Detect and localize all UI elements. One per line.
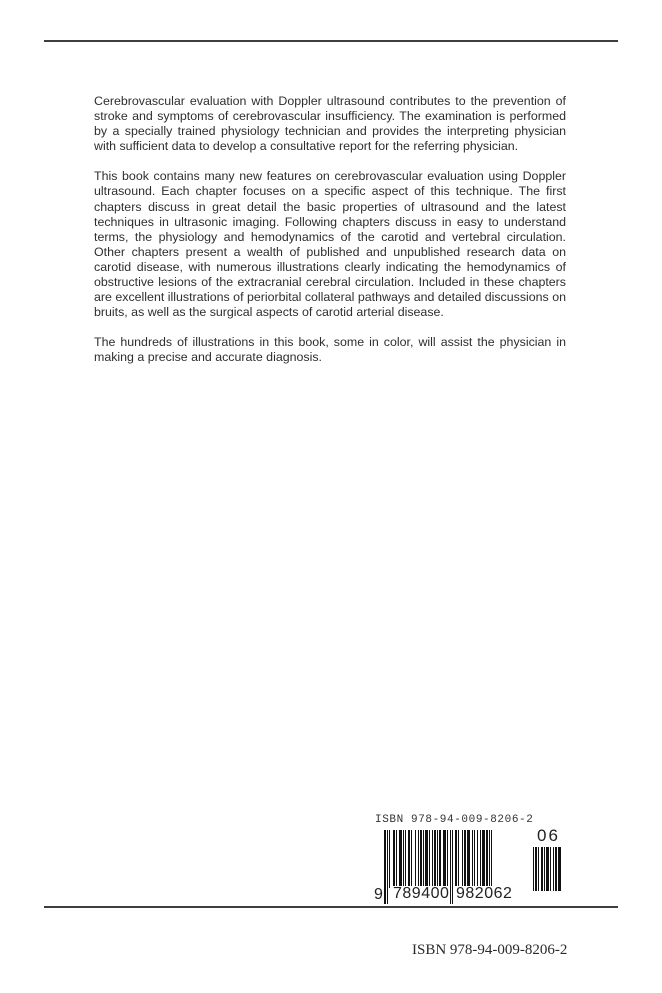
blurb-paragraph-1: Cerebrovascular evaluation with Doppler ultrasound contributes to the prevention of stroke and symptoms of cerebrovascular insufficiency. The examination is performed by a specially trained physiology technician and provides the interpreting physician with sufficient data to develop a consultative report for the referring physician. xyxy=(94,94,566,154)
barcode-left-digits: 789400 xyxy=(393,885,450,902)
barcode-right-digits: 982062 xyxy=(456,885,513,902)
blurb-paragraph-2: This book contains many new features on cerebrovascular evaluation using Doppler ultrasound. Each chapter focuses on a specific aspect of this technique. The first chapters discuss in great detail the basic properties of ultrasound and the latest techniques in ultrasonic imaging. Following chapters discuss in easy to understand terms, the physiology and hemodynamics of the carotid and vertebral circulation. Other chapters present a wealth of published and unpublished research data on carotid disease, with numerous illustrations clearly indicating the hemodynamics of obstructive lesions of the extracranial cerebral circulation. Included in these chapters are excellent illustrations of periorbital collateral pathways and detailed discussions on bruits, as well as the surgical aspects of carotid arterial disease. xyxy=(94,169,566,320)
top-divider xyxy=(44,40,618,42)
bottom-divider xyxy=(44,906,618,908)
barcode-isbn-label: ISBN 978-94-009-8206-2 xyxy=(375,814,534,826)
barcode-addon-bars-icon xyxy=(533,847,567,891)
barcode-first-digit: 9 xyxy=(374,886,383,903)
footer-isbn: ISBN 978-94-009-8206-2 xyxy=(412,942,568,958)
blurb-paragraph-3: The hundreds of illustrations in this book, some in color, will assist the physician in making a precise and accurate diagnosis. xyxy=(94,335,566,365)
barcode-addon-digits: 06 xyxy=(537,826,560,845)
back-cover-blurb xyxy=(94,94,566,381)
